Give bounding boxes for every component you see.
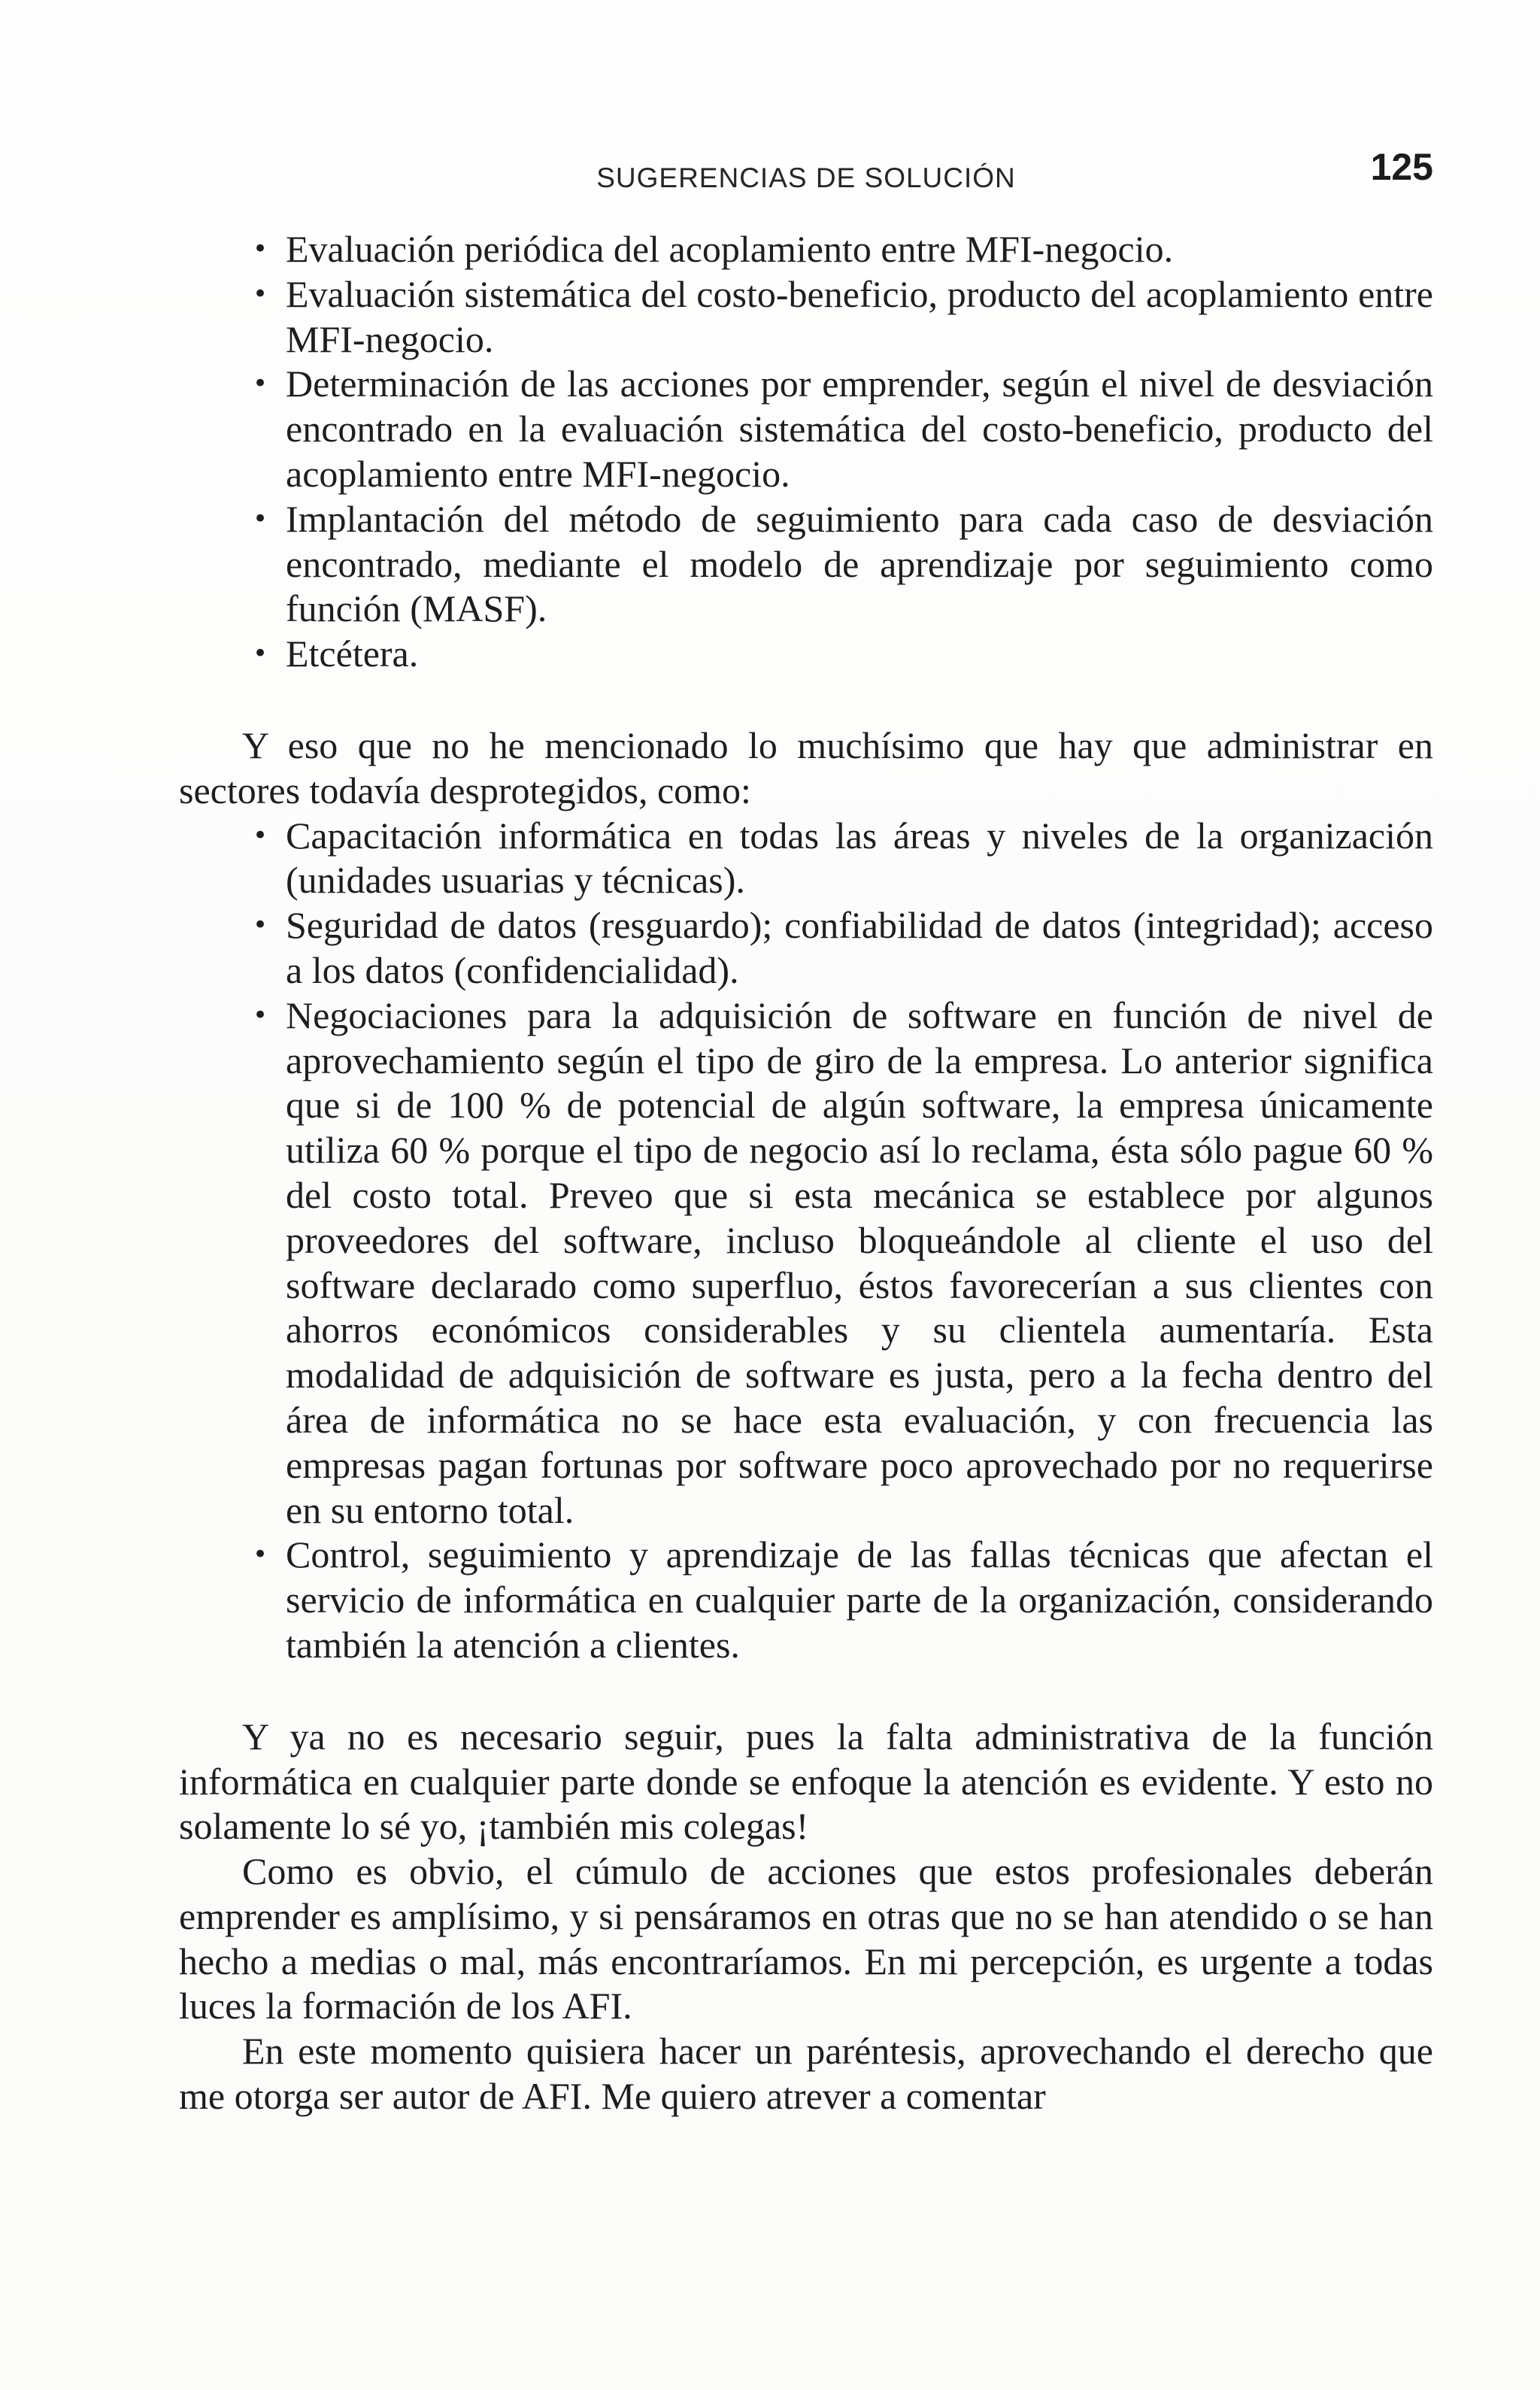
bullet-icon: •	[253, 1539, 268, 1570]
running-title: SUGERENCIAS DE SOLUCIÓN	[596, 162, 1016, 193]
bullet-icon: •	[253, 820, 268, 851]
list-item-text: Seguridad de datos (resguardo); confiabilidad de datos (integridad); acceso a los datos (confidencialidad).	[286, 904, 1433, 991]
bullet-icon: •	[253, 369, 268, 399]
paragraph-actions: Como es obvio, el cúmulo de acciones que estos profesionales deberán emprender es amplísimo, y si pensáramos en otras que no se han atendido o se han hecho a medias o mal, más encontraríamos. En mi percepción, es urgente a todas luces la formación de los AFI.	[179, 1850, 1433, 2028]
paragraph-administrative-gap: Y ya no es necesario seguir, pues la falta administrativa de la función informática en cualquier parte donde se enfoque la atención es evidente. Y esto no solamente lo sé yo, ¡también mis colegas!	[179, 1715, 1433, 1848]
bullet-icon: •	[253, 638, 268, 669]
list-item-text: Control, seguimiento y aprendizaje de las fallas técnicas que afectan el servicio de informática en cualquier parte de la organización, considerando también la atención a clientes.	[286, 1533, 1433, 1666]
list-item	[179, 903, 1433, 993]
list-item	[179, 227, 1433, 272]
list-item	[179, 362, 1433, 496]
bullet-list-sectors	[179, 814, 1433, 1668]
list-item-text: Etcétera.	[286, 632, 419, 675]
list-item-text: Evaluación sistemática del costo-beneficio, producto del acoplamiento entre MFI-negocio.	[286, 272, 1433, 360]
list-item-text: Capacitación informática en todas las áreas y niveles de la organización (unidades usuarias y técnicas).	[286, 814, 1433, 902]
bullet-icon: •	[253, 999, 268, 1030]
list-item	[179, 272, 1433, 362]
page-content	[179, 139, 1433, 2119]
list-item-text: Implantación del método de seguimiento para cada caso de desviación encontrado, mediante el modelo de aprendizaje por seguimiento como función (MASF).	[286, 497, 1433, 630]
page-number: 125	[1370, 146, 1433, 188]
running-header	[179, 139, 1433, 214]
list-item-text: Negociaciones para la adquisición de software en función de nivel de aprovechamiento según el tipo de giro de la empresa. Lo anterior significa que si de 100 % de potencial de algún software, la empresa únicamente utiliza 60 % porque el tipo de negocio así lo reclama, ésta sólo pague 60 % del costo total. Preveo que si esta mecánica se establece por algunos proveedores del software, incluso bloqueándole al cliente el uso del software declarado como superfluo, éstos favorecerían a sus clientes con ahorros económicos considerables y su clientela aumentaría. Esta modalidad de adquisición de software es justa, pero a la fecha dentro del área de informática no se hace esta evaluación, y con frecuencia las empresas pagan fortunas por software poco aprovechado por no requerirse en su entorno total.	[286, 993, 1433, 1531]
paragraph-parenthesis: En este momento quisiera hacer un paréntesis, aprovechando el derecho que me otorga ser autor de AFI. Me quiero atrever a comentar	[179, 2030, 1433, 2118]
list-item	[179, 814, 1433, 904]
paragraph-unprotected-sectors: Y eso que no he mencionado lo muchísimo que hay que administrar en sectores todavía desprotegidos, como:	[179, 723, 1433, 811]
bullet-icon: •	[253, 503, 268, 534]
list-item	[179, 1533, 1433, 1667]
bullet-icon: •	[253, 910, 268, 941]
list-item	[179, 993, 1433, 1533]
bullet-icon: •	[253, 234, 268, 264]
bullet-icon: •	[253, 278, 268, 309]
list-item-text: Determinación de las acciones por emprender, según el nivel de desviación encontrado en la evaluación sistemática del costo-beneficio, producto del acoplamiento entre MFI-negocio.	[286, 362, 1433, 495]
bullet-list-practices	[179, 227, 1433, 677]
list-item-text: Evaluación periódica del acoplamiento entre MFI-negocio.	[286, 228, 1174, 270]
list-item	[179, 632, 1433, 677]
list-item	[179, 497, 1433, 632]
